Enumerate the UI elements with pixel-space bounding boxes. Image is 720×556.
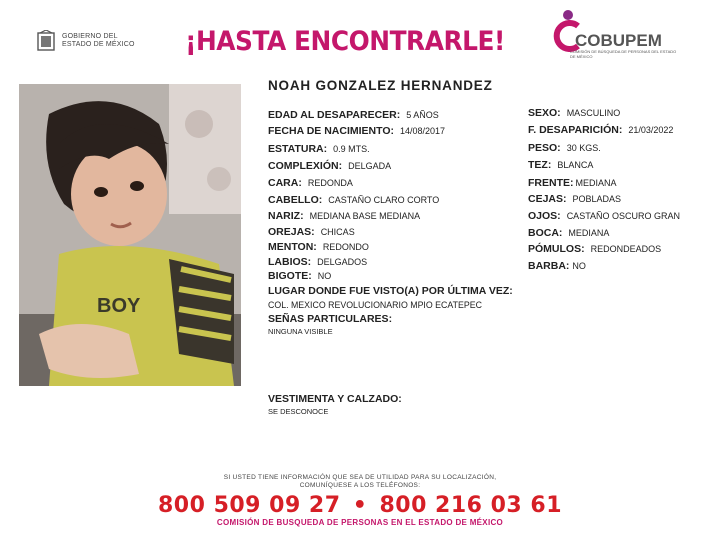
marks-value: NINGUNA VISIBLE	[268, 327, 333, 336]
phone-number-1[interactable]: 800 509 09 27	[157, 493, 341, 518]
clothing-value: SE DESCONOCE	[268, 407, 329, 416]
field-ojos: OJOS: CASTAÑO OSCURO GRAN	[528, 210, 681, 222]
field-menton: MENTON: REDONDO	[268, 241, 369, 253]
field-pomulos: PÓMULOS: REDONDEADOS	[528, 243, 662, 255]
government-logo	[36, 30, 135, 52]
field-cabello: CABELLO: CASTAÑO CLARO CORTO	[268, 194, 440, 206]
field-complexion: COMPLEXIÓN: DELGADA	[268, 160, 392, 172]
missing-child-photo	[19, 84, 241, 386]
last-seen-label: LUGAR DONDE FUE VISTO(A) POR ÚLTIMA VEZ:	[268, 285, 513, 297]
cobupem-logo-icon	[548, 8, 688, 68]
field-fecha-nacimiento: FECHA DE NACIMIENTO: 14/08/2017	[268, 125, 446, 137]
phone-number-2[interactable]: 800 216 03 61	[379, 493, 563, 518]
person-name: NOAH GONZALEZ HERNANDEZ	[268, 78, 493, 93]
field-edad: EDAD AL DESAPARECER: 5 AÑOS	[268, 109, 439, 121]
last-seen-value: COL. MEXICO REVOLUCIONARIO MPIO ECATEPEC	[268, 300, 482, 310]
field-labios: LABIOS: DELGADOS	[268, 256, 368, 268]
field-fecha-desaparicion: F. DESAPARICIÓN: 21/03/2022	[528, 124, 674, 136]
clothing-label: VESTIMENTA Y CALZADO:	[268, 393, 402, 405]
field-tez: TEZ: BLANCA	[528, 159, 594, 171]
field-cejas: CEJAS: POBLADAS	[528, 193, 622, 205]
field-boca: BOCA: MEDIANA	[528, 227, 610, 239]
state-seal-icon	[36, 30, 56, 52]
field-nariz: NARIZ: MEDIANA BASE MEDIANA	[268, 210, 421, 222]
contact-info-text: SI USTED TIENE INFORMACIÓN QUE SEA DE UTILIDAD PARA SU LOCALIZACIÓN, COMUNÍQUESE A LOS TELÉFONOS:	[223, 474, 497, 489]
phone-separator: •	[352, 493, 368, 518]
field-sexo: SEXO: MASCULINO	[528, 107, 621, 119]
cobupem-logo	[548, 8, 688, 68]
field-peso: PESO: 30 KGS.	[528, 142, 601, 154]
cobupem-logo-wordmark: COBUPEM	[575, 31, 662, 50]
phone-numbers	[110, 493, 610, 518]
government-logo-text: GOBIERNO DEL ESTADO DE MÉXICO	[62, 33, 135, 48]
field-estatura: ESTATURA: 0.9 MTS.	[268, 143, 370, 155]
cobupem-subtitle: COMISIÓN DE BÚSQUEDA DE PERSONAS DEL ESTADO DE MÉXICO	[570, 49, 677, 59]
marks-label: SEÑAS PARTICULARES:	[268, 313, 393, 325]
field-bigote: BIGOTE: NO	[268, 270, 332, 282]
field-cara: CARA: REDONDA	[268, 177, 353, 189]
svg-text:BOY: BOY	[97, 295, 141, 317]
commission-name: COMISIÓN DE BUSQUEDA DE PERSONAS EN EL ESTADO DE MÉXICO	[216, 518, 504, 527]
field-frente: FRENTE: MEDIANA	[528, 177, 617, 189]
child-photo-icon	[19, 84, 241, 386]
headline: ¡HASTA ENCONTRARLE!	[185, 26, 505, 57]
field-barba: BARBA: NO	[528, 260, 586, 272]
field-orejas: OREJAS: CHICAS	[268, 226, 355, 238]
